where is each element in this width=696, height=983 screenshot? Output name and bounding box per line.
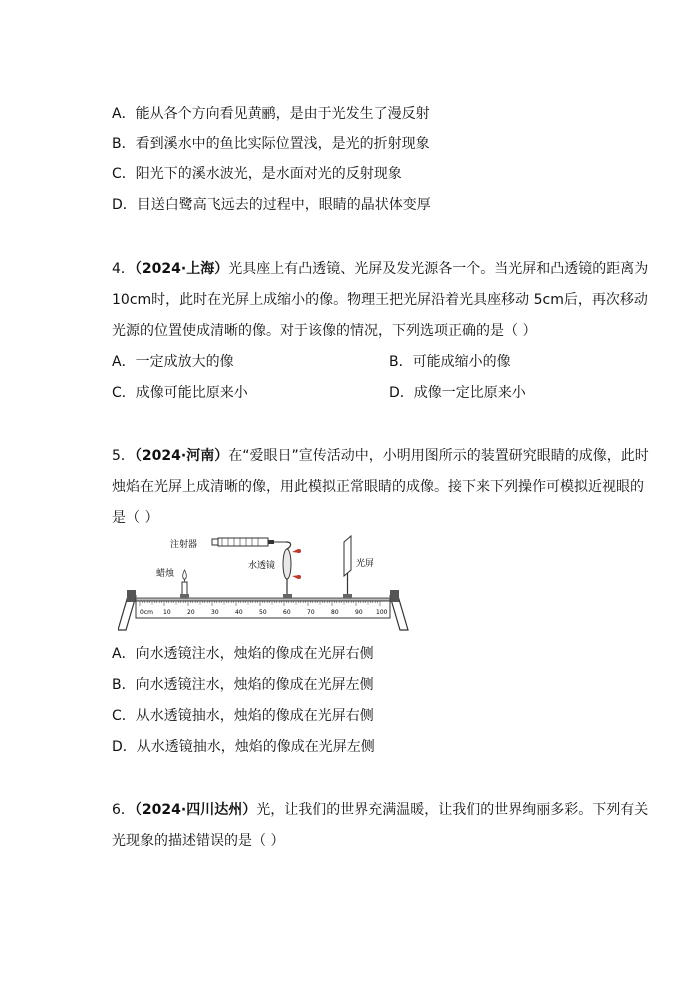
syringe-label: 注射器 — [170, 540, 198, 550]
question-text: 光具座上有凸透镜、光屏及发光源各一个。当光屏和凸透镜的距离为 — [228, 261, 649, 277]
option-text: 从水透镜抽水，烛焰的像成在光屏左侧 — [136, 739, 375, 755]
q4-option-b — [389, 352, 511, 372]
tick-label: 90 — [355, 609, 363, 616]
option-text: 可能成缩小的像 — [412, 354, 511, 370]
water-lens — [283, 549, 301, 598]
question-source: （2024·上海） — [134, 261, 229, 277]
question-number: 4． — [112, 261, 135, 277]
option-text: 向水透镜注水，烛焰的像成在光屏右侧 — [135, 646, 374, 662]
q5-option-b — [112, 675, 374, 695]
tick-label: 70 — [307, 609, 315, 616]
option-letter: B． — [112, 136, 136, 152]
tick-label: 40 — [235, 609, 243, 616]
question-number: 5． — [112, 448, 135, 464]
option-letter: C． — [112, 385, 136, 401]
q4-stem-line-3: 光源的位置使成清晰的像。对于该像的情况，下列选项正确的是（ ） — [112, 323, 537, 339]
tick-label: 20 — [187, 609, 195, 616]
option-text: 成像一定比原来小 — [413, 385, 526, 401]
q3-option-d — [112, 195, 431, 215]
q3-option-c — [112, 164, 402, 184]
option-letter: D． — [389, 385, 414, 401]
question-text: 在“爱眼日”宣传活动中，小明用图所示的装置研究眼睛的成像，此时 — [228, 448, 649, 464]
q3-option-b — [112, 134, 430, 154]
option-text: 能从各个方向看见黄鹂，是由于光发生了漫反射 — [135, 106, 430, 122]
light-screen — [343, 536, 352, 598]
q4-option-a — [112, 352, 234, 372]
lens-clip-icon — [297, 549, 301, 553]
option-letter: D． — [112, 197, 137, 213]
candle-flame-icon — [183, 570, 187, 580]
bench-left-end — [127, 590, 136, 602]
option-letter: A． — [112, 354, 136, 370]
tick-label: 50 — [259, 609, 267, 616]
question-text: 光，让我们的世界充满温暖，让我们的世界绚丽多彩。下列有关 — [256, 802, 649, 818]
q5-stem-line-1 — [112, 446, 649, 466]
q6-stem-line-2: 光现象的描述错误的是（ ） — [112, 833, 285, 849]
q5-option-c — [112, 706, 374, 726]
option-text: 看到溪水中的鱼比实际位置浅，是光的折射现象 — [135, 136, 430, 152]
option-letter: B． — [112, 677, 136, 693]
question-number: 6． — [112, 802, 135, 818]
candle-label: 蜡烛 — [156, 569, 175, 579]
option-letter: C． — [112, 708, 136, 724]
syringe — [212, 538, 286, 546]
q5-option-d — [112, 737, 375, 757]
option-text: 从水透镜抽水，烛焰的像成在光屏右侧 — [135, 708, 374, 724]
tick-label: 80 — [331, 609, 339, 616]
option-text: 成像可能比原来小 — [135, 385, 248, 401]
question-source: （2024·四川达州） — [134, 802, 257, 818]
option-letter: D． — [112, 739, 137, 755]
option-text: 阳光下的溪水波光，是水面对光的反射现象 — [135, 166, 402, 182]
lens-clip-icon — [297, 575, 301, 579]
tick-label: 10 — [163, 609, 171, 616]
tick-label: 60 — [283, 609, 291, 616]
option-text: 一定成放大的像 — [135, 354, 234, 370]
screen-label: 光屏 — [356, 559, 375, 569]
q4-option-d — [389, 383, 526, 403]
tick-label: 100 — [376, 609, 388, 616]
q5-stem-line-2: 烛焰在光屏上成清晰的像，用此模拟正常眼睛的成像。接下来下列操作可模拟近视眼的 — [112, 479, 644, 495]
option-letter: B． — [389, 354, 413, 370]
option-letter: C． — [112, 166, 136, 182]
q3-option-a — [112, 104, 430, 124]
q4-stem-line-1 — [112, 259, 648, 279]
option-letter: A． — [112, 106, 136, 122]
q5-option-a — [112, 644, 374, 664]
q4-stem-line-2: 10cm时，此时在光屏上成缩小的像。物理王把光屏沿着光具座移动 5cm后，再次移动 — [112, 292, 648, 308]
tick-label: 30 — [211, 609, 219, 616]
option-text: 向水透镜注水，烛焰的像成在光屏左侧 — [135, 677, 374, 693]
optical-bench-figure — [118, 530, 418, 636]
q5-stem-line-3: 是（ ） — [112, 510, 159, 526]
tick-label: 0cm — [140, 609, 153, 616]
q4-option-c — [112, 383, 248, 403]
q6-stem-line-1 — [112, 800, 648, 820]
bench-right-end — [390, 590, 399, 602]
candle — [180, 570, 189, 598]
syringe-tube — [286, 542, 291, 549]
water-lens-label: 水透镜 — [248, 561, 276, 571]
option-letter: A． — [112, 646, 136, 662]
question-source: （2024·河南） — [134, 448, 229, 464]
option-text: 目送白鹭高飞远去的过程中，眼睛的晶状体变厚 — [136, 197, 431, 213]
